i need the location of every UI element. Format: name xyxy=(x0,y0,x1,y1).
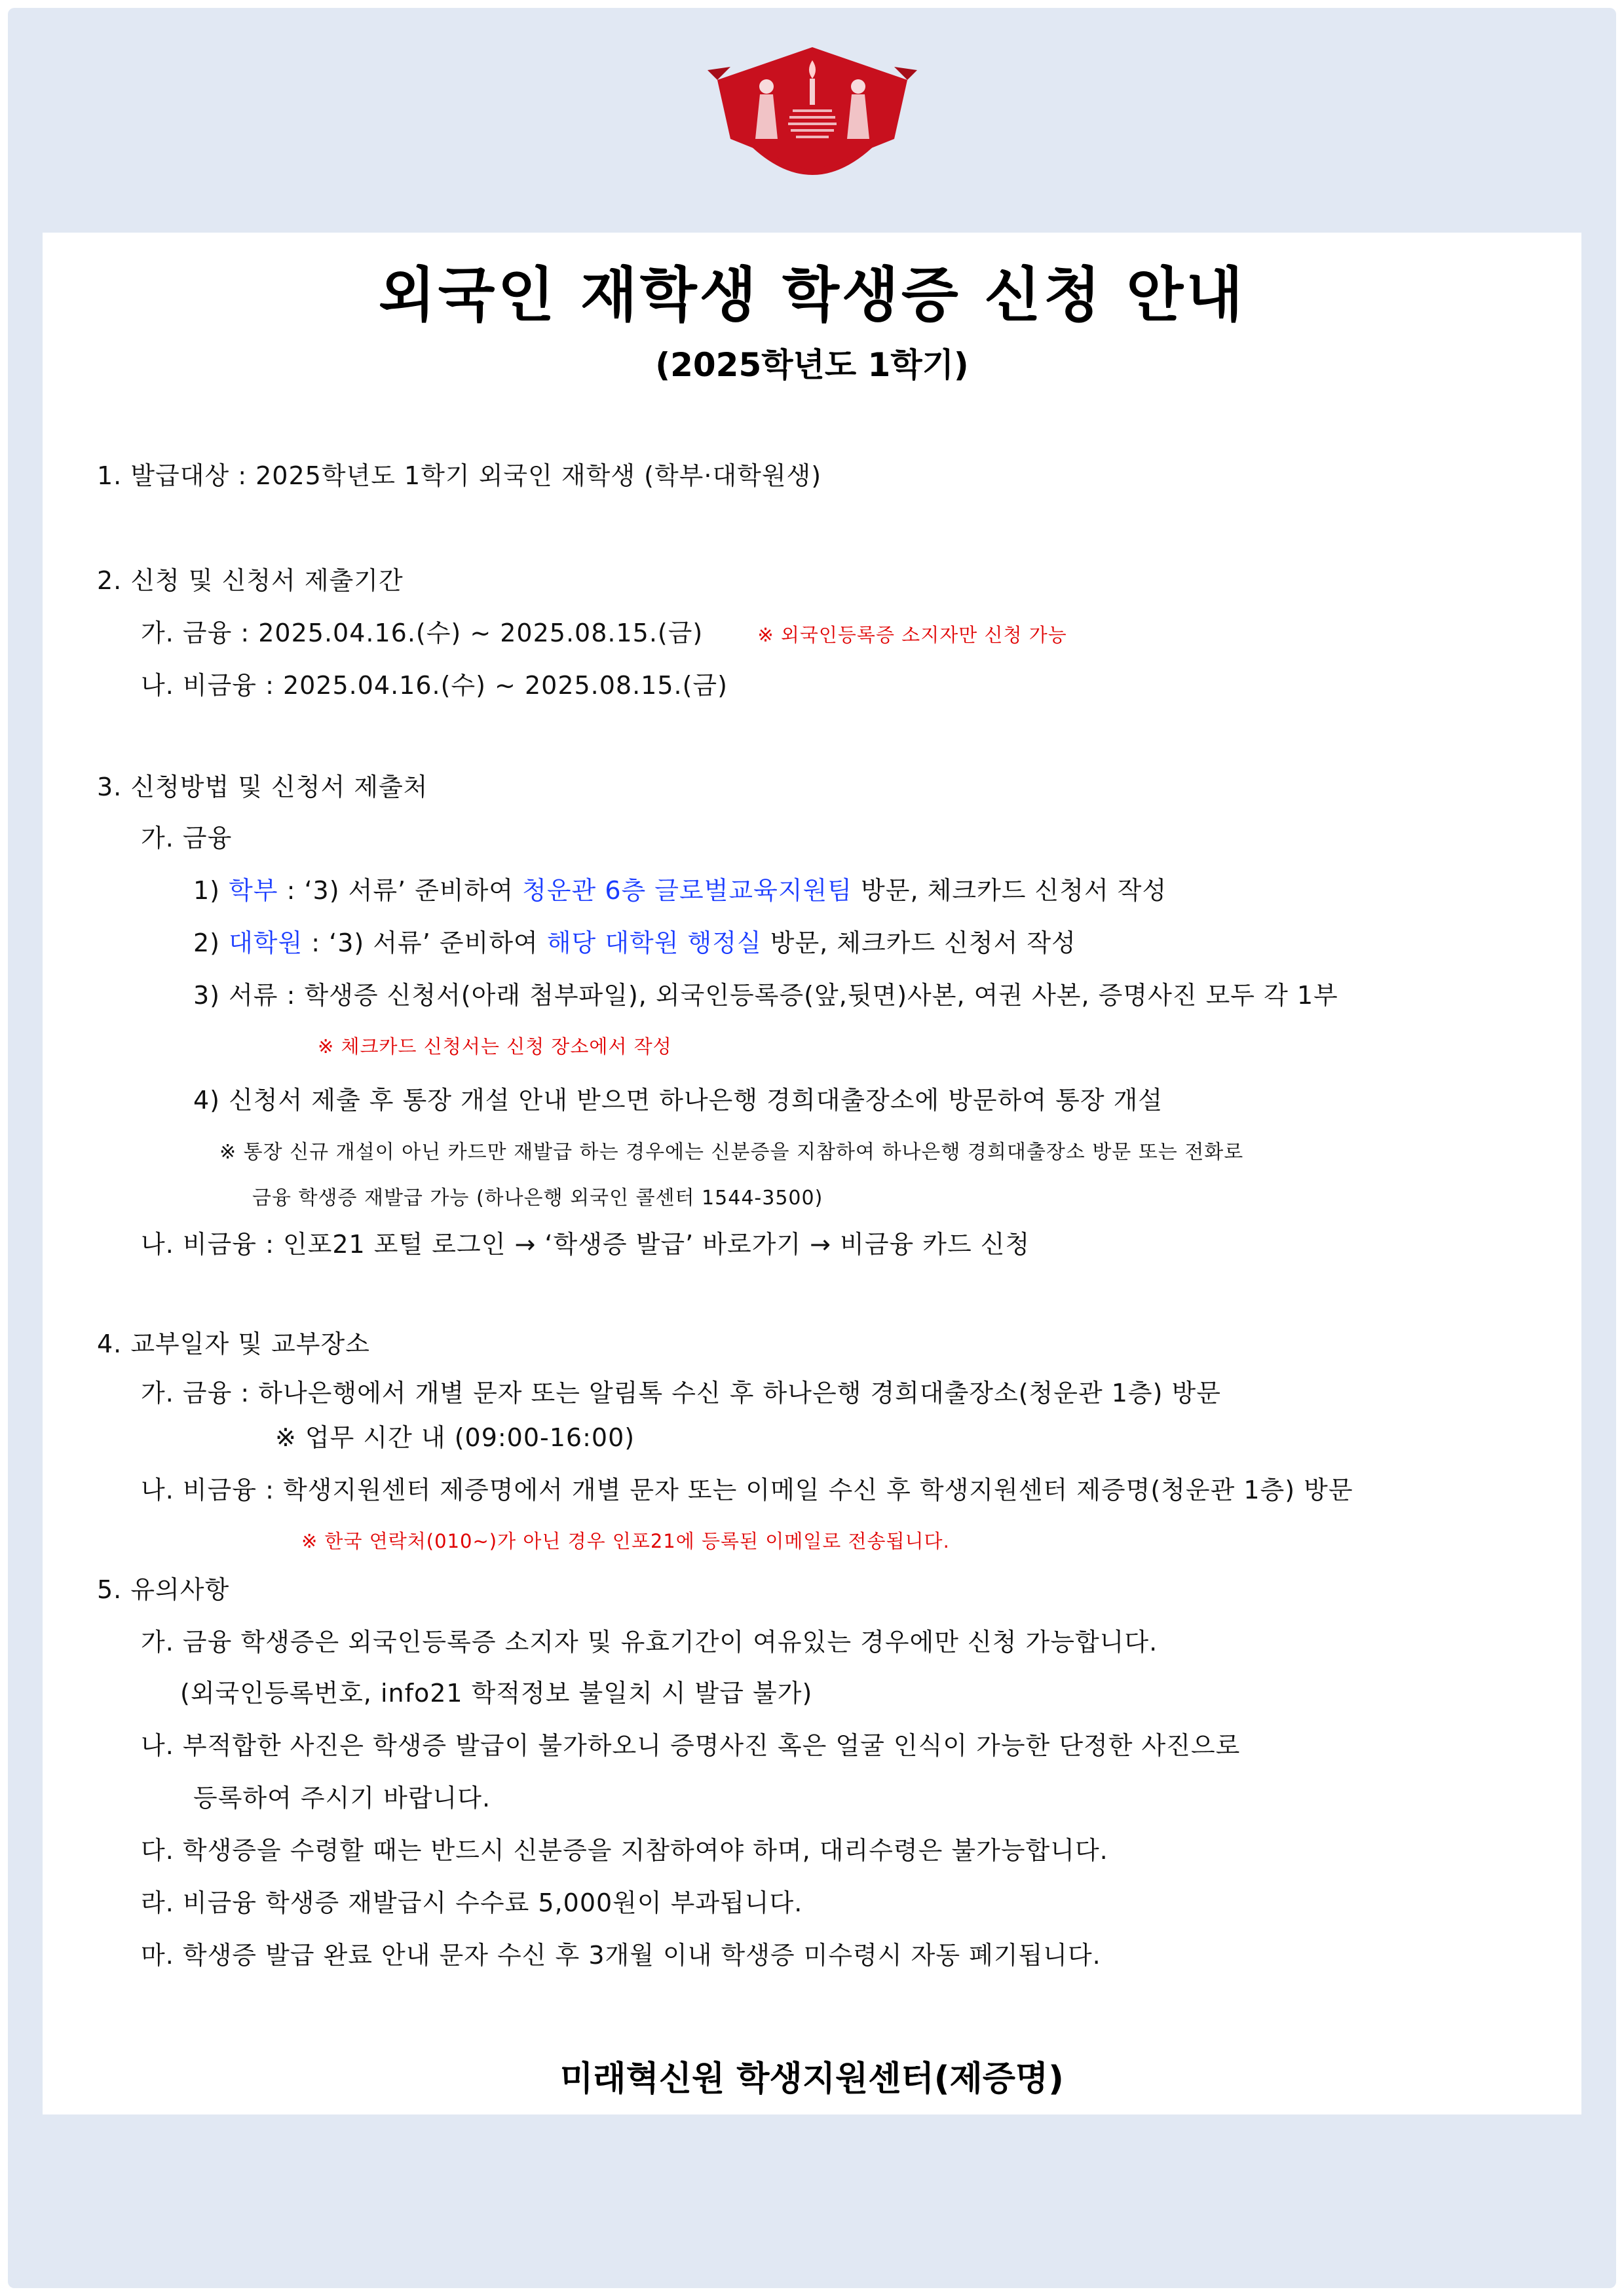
item-1-highlight-office: 청운관 6층 글로벌교육지원팀 xyxy=(522,876,852,905)
section-3-item-2 xyxy=(193,923,1076,959)
section-2-heading: 2. 신청 및 신청서 제출기간 xyxy=(97,566,404,595)
notice-sheet xyxy=(43,233,1581,2114)
section-3-item-4: 4) 신청서 제출 후 통장 개설 안내 받으면 하나은행 경희대출장소에 방문하여 통장 개설 xyxy=(193,1086,1163,1115)
section-5-item-c: 다. 학생증을 수령할 때는 반드시 신분증을 지참하여야 하며, 대리수령은 불가능합니다. xyxy=(141,1836,1108,1865)
section-3-heading: 3. 신청방법 및 신청서 제출처 xyxy=(97,773,428,801)
item-1-post: 방문, 체크카드 신청서 작성 xyxy=(852,876,1167,905)
section-3-item-a: 가. 금융 xyxy=(141,824,233,852)
item-1-mid: : ‘3) 서류’ 준비하여 xyxy=(278,876,523,905)
section-4-item-b: 나. 비금융 : 학생지원센터 제증명에서 개별 문자 또는 이메일 수신 후 학생지원센터 제증명(청운관 1층) 방문 xyxy=(141,1476,1353,1504)
section-3-item-b: 나. 비금융 : 인포21 포털 로그인 → ‘학생증 발급’ 바로가기 → 비금융 카드 신청 xyxy=(141,1230,1030,1259)
section-3-item-3: 3) 서류 : 학생증 신청서(아래 첨부파일), 외국인등록증(앞,뒷면)사본, 여권 사본, 증명사진 모두 각 1부 xyxy=(193,981,1338,1010)
section-5-item-b-cont: 등록하여 주시기 바랍니다. xyxy=(193,1784,491,1812)
item-2-highlight-grad: 대학원 xyxy=(229,928,303,957)
section-1-heading: 1. 발급대상 : 2025학년도 1학기 외국인 재학생 (학부·대학원생) xyxy=(97,461,822,490)
section-5-item-a-cont: (외국인등록번호, info21 학적정보 불일치 시 발급 불가) xyxy=(180,1679,813,1708)
section-2-item-a-text: 가. 금융 : 2025.04.16.(수) ~ 2025.08.15.(금) xyxy=(141,619,704,647)
section-4-heading: 4. 교부일자 및 교부장소 xyxy=(97,1330,370,1358)
section-4-item-a-note: ※ 업무 시간 내 (09:00-16:00) xyxy=(275,1423,635,1452)
section-2-item-a xyxy=(141,613,1067,649)
item-2-mid: : ‘3) 서류’ 준비하여 xyxy=(303,928,547,957)
page-title: 외국인 재학생 학생증 신청 안내 xyxy=(378,261,1246,330)
section-5-heading: 5. 유의사항 xyxy=(97,1575,230,1604)
item-2-number: 2) xyxy=(193,928,229,957)
section-2-item-a-note: ※ 외국인등록증 소지자만 신청 가능 xyxy=(757,624,1067,646)
section-5-item-a: 가. 금융 학생증은 외국인등록증 소지자 및 유효기간이 여유있는 경우에만 신청 가능합니다. xyxy=(141,1628,1158,1656)
section-3-item-4-note-1: ※ 통장 신규 개설이 아닌 카드만 재발급 하는 경우에는 신분증을 지참하여 하나은행 경희대출장소 방문 또는 전화로 xyxy=(219,1141,1244,1164)
section-2-item-b: 나. 비금융 : 2025.04.16.(수) ~ 2025.08.15.(금) xyxy=(141,671,728,700)
section-4-item-b-note: ※ 한국 연락처(010~)가 아닌 경우 인포21에 등록된 이메일로 전송됩니다. xyxy=(301,1530,950,1552)
item-2-highlight-office: 해당 대학원 행정실 xyxy=(546,928,762,957)
item-2-post: 방문, 체크카드 신청서 작성 xyxy=(761,928,1076,957)
university-emblem-icon xyxy=(704,41,920,204)
page-subtitle: (2025학년도 1학기) xyxy=(655,346,969,384)
section-3-item-1 xyxy=(193,870,1167,906)
section-4-item-a: 가. 금융 : 하나은행에서 개별 문자 또는 알림톡 수신 후 하나은행 경희대출장소(청운관 1층) 방문 xyxy=(141,1379,1221,1407)
section-3-item-4-note-2: 금융 학생증 재발급 가능 (하나은행 외국인 콜센터 1544-3500) xyxy=(252,1187,823,1210)
item-1-number: 1) xyxy=(193,876,229,905)
section-5-item-e: 마. 학생증 발급 완료 안내 문자 수신 후 3개월 이내 학생증 미수령시 자동 폐기됩니다. xyxy=(141,1941,1101,1970)
item-1-highlight-undergrad: 학부 xyxy=(229,876,278,905)
section-3-item-3-note: ※ 체크카드 신청서는 신청 장소에서 작성 xyxy=(318,1035,672,1058)
issuer-footer: 미래혁신원 학생지원센터(제증명) xyxy=(560,2059,1064,2099)
section-5-item-d: 라. 비금융 학생증 재발급시 수수료 5,000원이 부과됩니다. xyxy=(141,1888,803,1917)
section-5-item-b: 나. 부적합한 사진은 학생증 발급이 불가하오니 증명사진 혹은 얼굴 인식이 가능한 단정한 사진으로 xyxy=(141,1731,1241,1760)
